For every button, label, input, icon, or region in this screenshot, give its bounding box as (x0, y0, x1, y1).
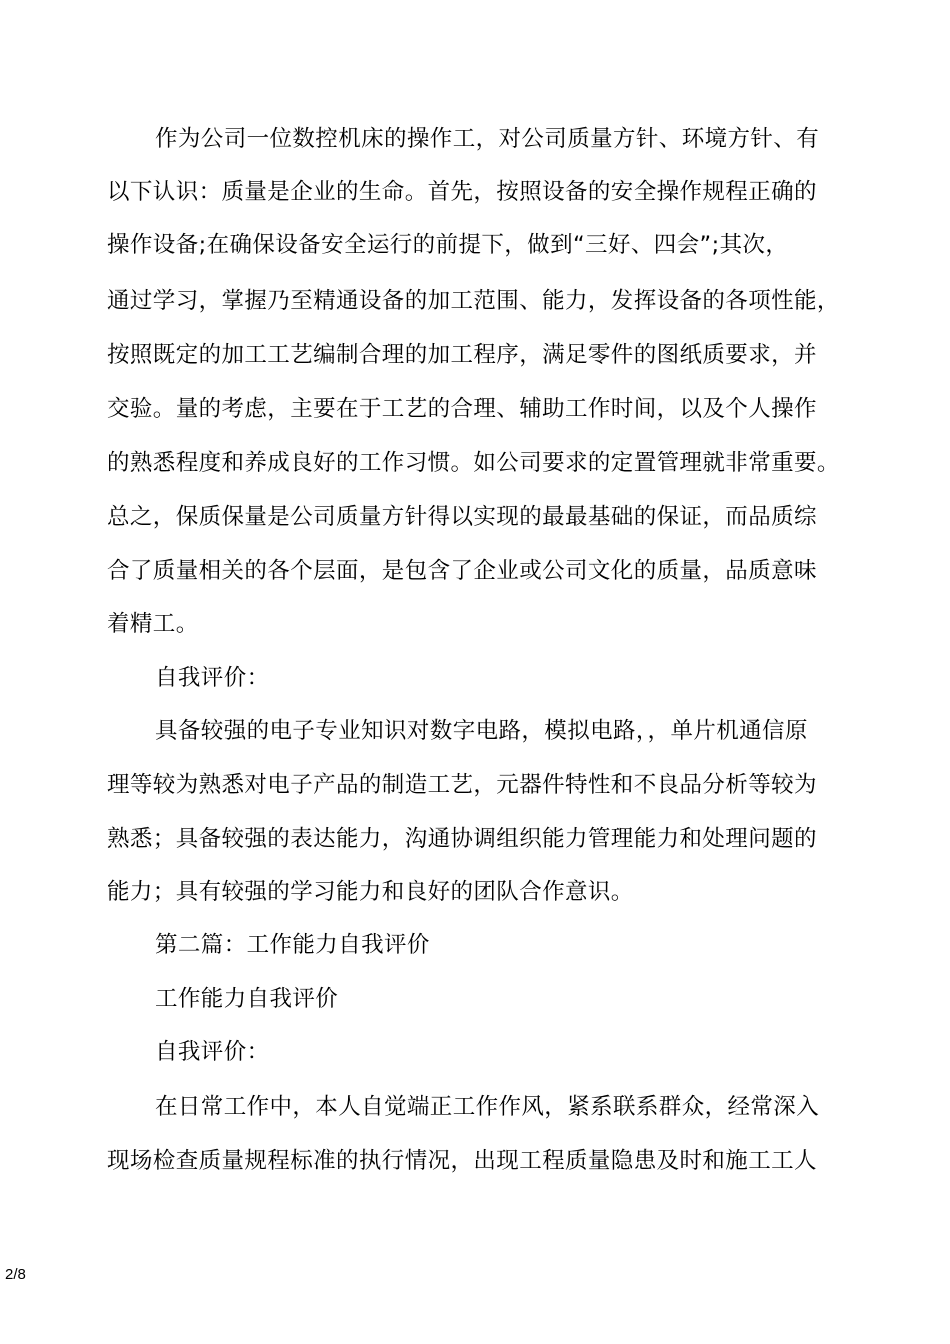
paragraph-line: 现场检查质量规程标准的执行情况，出现工程质量隐患及时和施工工人 (107, 1148, 817, 1174)
paragraph-line: 熟悉；具备较强的表达能力，沟通协调组织能力管理能力和处理问题的 (107, 826, 817, 852)
paragraph-line: 着精工。 (107, 611, 199, 637)
paragraph-line: 通过学习，掌握乃至精通设备的加工范围、能力，发挥设备的各项性能， (107, 288, 840, 314)
paragraph-line: 具备较强的电子专业知识对数字电路，模拟电路，，单片机通信原 (155, 718, 808, 744)
chapter-title: 工作能力自我评价 (155, 986, 339, 1012)
page-number: 2/8 (5, 1266, 26, 1283)
paragraph-line: 合了质量相关的各个层面，是包含了企业或公司文化的质量，品质意味 (107, 558, 817, 584)
paragraph-line: 操作设备;在确保设备安全运行的前提下，做到“三好、四会”;其次， (107, 232, 789, 258)
chapter-heading: 第二篇：工作能力自我评价 (155, 932, 430, 958)
paragraph-line: 总之，保质保量是公司质量方针得以实现的最最基础的保证，而品质综 (107, 504, 817, 530)
paragraph-line: 按照既定的加工工艺编制合理的加工程序，满足零件的图纸质要求，并 (107, 342, 817, 368)
paragraph-line: 能力；具有较强的学习能力和良好的团队合作意识。 (107, 879, 634, 905)
paragraph-line: 的熟悉程度和养成良好的工作习惯。如公司要求的定置管理就非常重要。 (107, 450, 840, 476)
section-heading: 自我评价： (155, 1039, 270, 1065)
paragraph-line: 以下认识：质量是企业的生命。首先，按照设备的安全操作规程正确的 (107, 179, 817, 205)
paragraph-line: 在日常工作中，本人自觉端正工作作风，紧系联系群众，经常深入 (155, 1094, 820, 1120)
section-heading: 自我评价： (155, 665, 270, 691)
paragraph-line: 交验。量的考虑，主要在于工艺的合理、辅助工作时间，以及个人操作 (107, 396, 817, 422)
paragraph-line: 理等较为熟悉对电子产品的制造工艺，元器件特性和不良品分析等较为 (107, 772, 817, 798)
paragraph-line: 作为公司一位数控机床的操作工，对公司质量方针、环境方针、有 (155, 126, 820, 152)
